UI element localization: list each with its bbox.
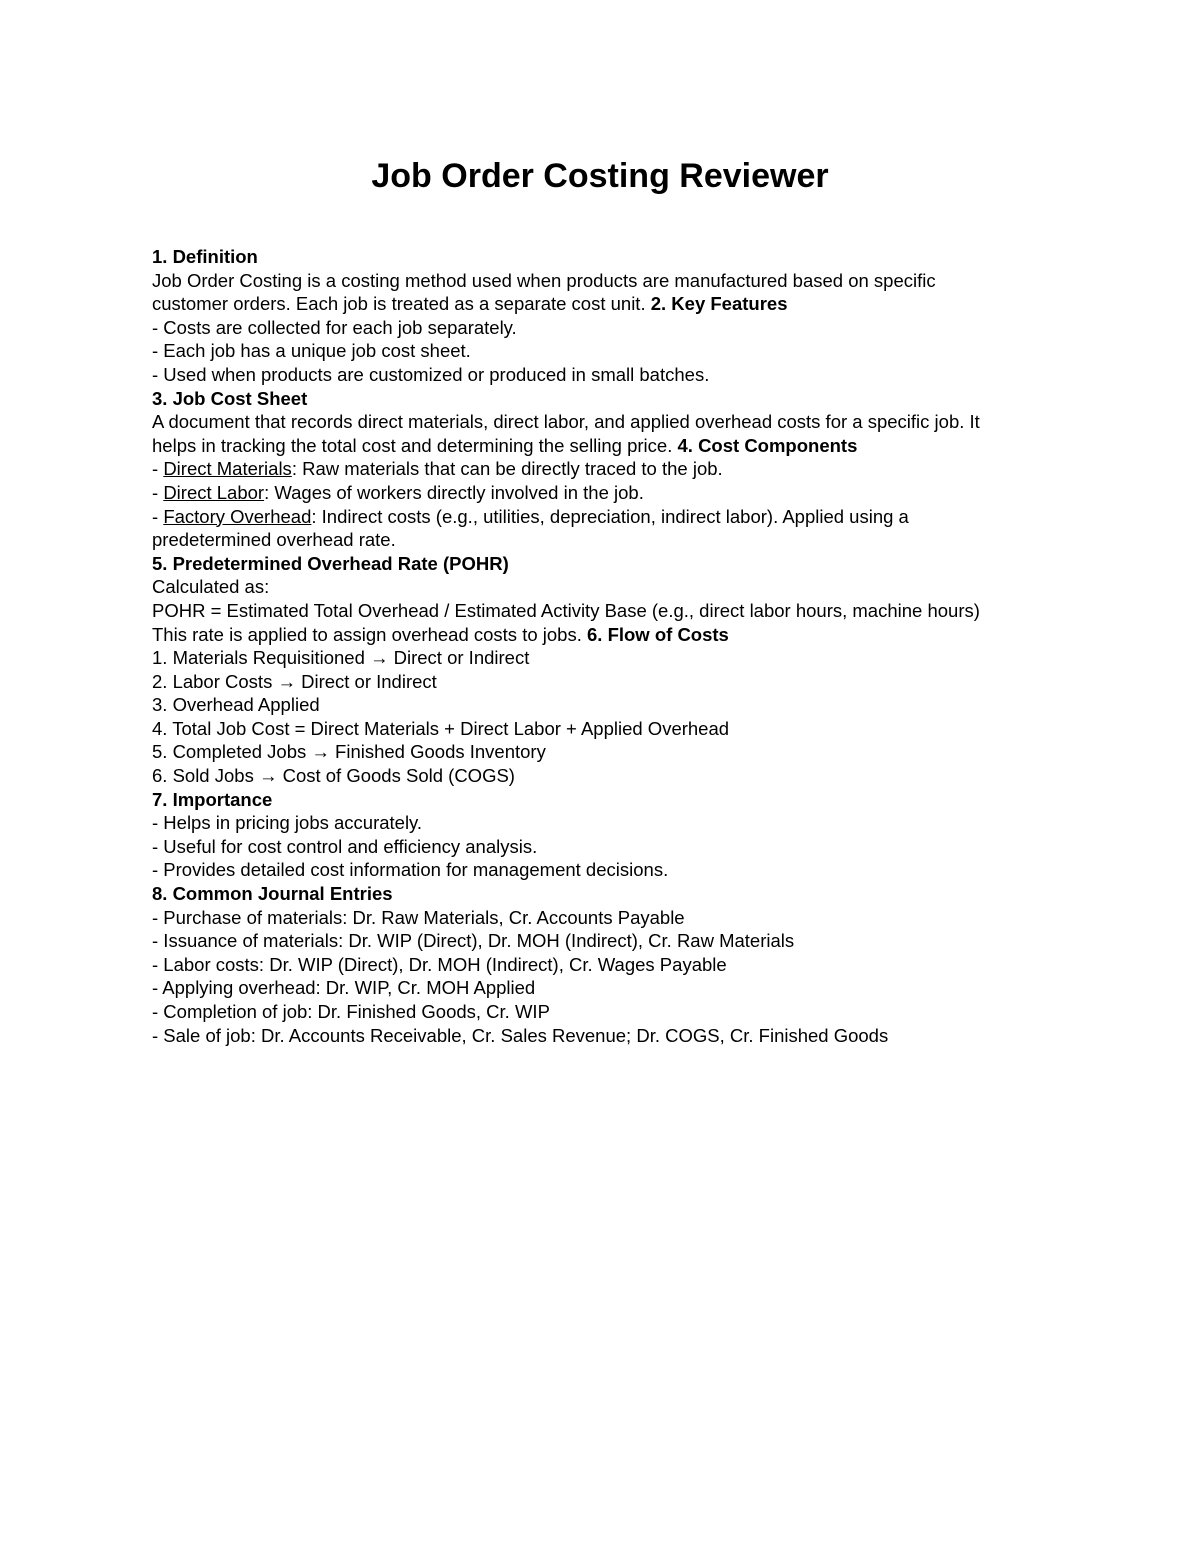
pohr-text-line-3 [152, 623, 1052, 647]
journal-entry-item: - Labor costs: Dr. WIP (Direct), Dr. MOH (Indirect), Cr. Wages Payable [152, 953, 727, 975]
flow-of-costs-item: 6. Sold Jobs → Cost of Goods Sold (COGS) [152, 765, 515, 787]
key-feature-item: - Used when products are customized or produced in small batches. [152, 363, 710, 385]
cost-component-desc: : Raw materials that can be directly traced to the job. [291, 458, 723, 480]
cost-component-continuation: predetermined overhead rate. [152, 529, 396, 551]
definition-heading: 1. Definition [152, 246, 258, 267]
flow-of-costs-item: 2. Labor Costs → Direct or Indirect [152, 670, 437, 692]
cost-component-desc: : Wages of workers directly involved in the job. [264, 481, 644, 503]
job-cost-sheet-text-line-2 [152, 434, 1052, 458]
pohr-formula: POHR = Estimated Total Overhead / Estimated Activity Base (e.g., direct labor hours, machine hours) [152, 599, 980, 621]
job-cost-sheet-text-line-1: A document that records direct materials, direct labor, and applied overhead costs for a specific job. It [152, 411, 980, 433]
importance-heading: 7. Importance [152, 788, 273, 810]
cost-component-item [152, 457, 1052, 481]
pohr-text-line-1: Calculated as: [152, 576, 270, 598]
importance-item: - Provides detailed cost information for management decisions. [152, 859, 669, 881]
importance-item: - Helps in pricing jobs accurately. [152, 812, 423, 834]
key-feature-item: - Costs are collected for each job separately. [152, 316, 517, 338]
flow-of-costs-heading: 6. Flow of Costs [587, 623, 729, 645]
pohr-text-end: This rate is applied to assign overhead costs to jobs. [152, 623, 587, 645]
importance-item: - Useful for cost control and efficiency analysis. [152, 835, 538, 857]
journal-entry-item: - Applying overhead: Dr. WIP, Cr. MOH Applied [152, 977, 536, 999]
cost-component-desc: : Indirect costs (e.g., utilities, depreciation, indirect labor). Applied using a [311, 505, 909, 527]
journal-entry-item: - Issuance of materials: Dr. WIP (Direct), Dr. MOH (Indirect), Cr. Raw Materials [152, 930, 795, 952]
cost-component-term: Direct Materials [163, 458, 292, 480]
flow-of-costs-item: 5. Completed Jobs → Finished Goods Inventory [152, 741, 546, 763]
journal-entry-item: - Completion of job: Dr. Finished Goods, Cr. WIP [152, 1001, 550, 1022]
cost-components-heading: 4. Cost Components [677, 434, 858, 456]
definition-text-line-1: Job Order Costing is a costing method used when products are manufactured based on specific [152, 269, 936, 291]
document-body [152, 245, 1052, 1047]
cost-component-item [152, 505, 1052, 529]
cost-component-term: Direct Labor [163, 481, 265, 503]
key-features-heading: 2. Key Features [650, 293, 788, 315]
key-feature-item: - Each job has a unique job cost sheet. [152, 340, 471, 362]
cost-component-prefix: - [152, 505, 164, 527]
flow-of-costs-item: 1. Materials Requisitioned → Direct or Indirect [152, 647, 530, 669]
pohr-heading: 5. Predetermined Overhead Rate (POHR) [152, 552, 509, 574]
cost-component-prefix: - [152, 481, 164, 503]
cost-component-item [152, 481, 1052, 505]
page-title: Job Order Costing Reviewer [371, 157, 829, 195]
definition-text-line-2 [152, 292, 1052, 316]
job-cost-sheet-text-end: helps in tracking the total cost and determining the selling price. [152, 434, 678, 456]
journal-entry-item: - Sale of job: Dr. Accounts Receivable, Cr. Sales Revenue; Dr. COGS, Cr. Finished Goods [152, 1024, 889, 1046]
journal-entries-heading: 8. Common Journal Entries [152, 883, 393, 905]
journal-entry-item: - Purchase of materials: Dr. Raw Materials, Cr. Accounts Payable [152, 906, 685, 928]
definition-text-end: customer orders. Each job is treated as a separate cost unit. [152, 293, 651, 315]
cost-component-term: Factory Overhead [163, 505, 312, 527]
flow-of-costs-item: 3. Overhead Applied [152, 694, 320, 716]
job-cost-sheet-heading: 3. Job Cost Sheet [152, 387, 308, 409]
cost-component-prefix: - [152, 458, 164, 480]
flow-of-costs-item: 4. Total Job Cost = Direct Materials + Direct Labor + Applied Overhead [152, 717, 730, 739]
